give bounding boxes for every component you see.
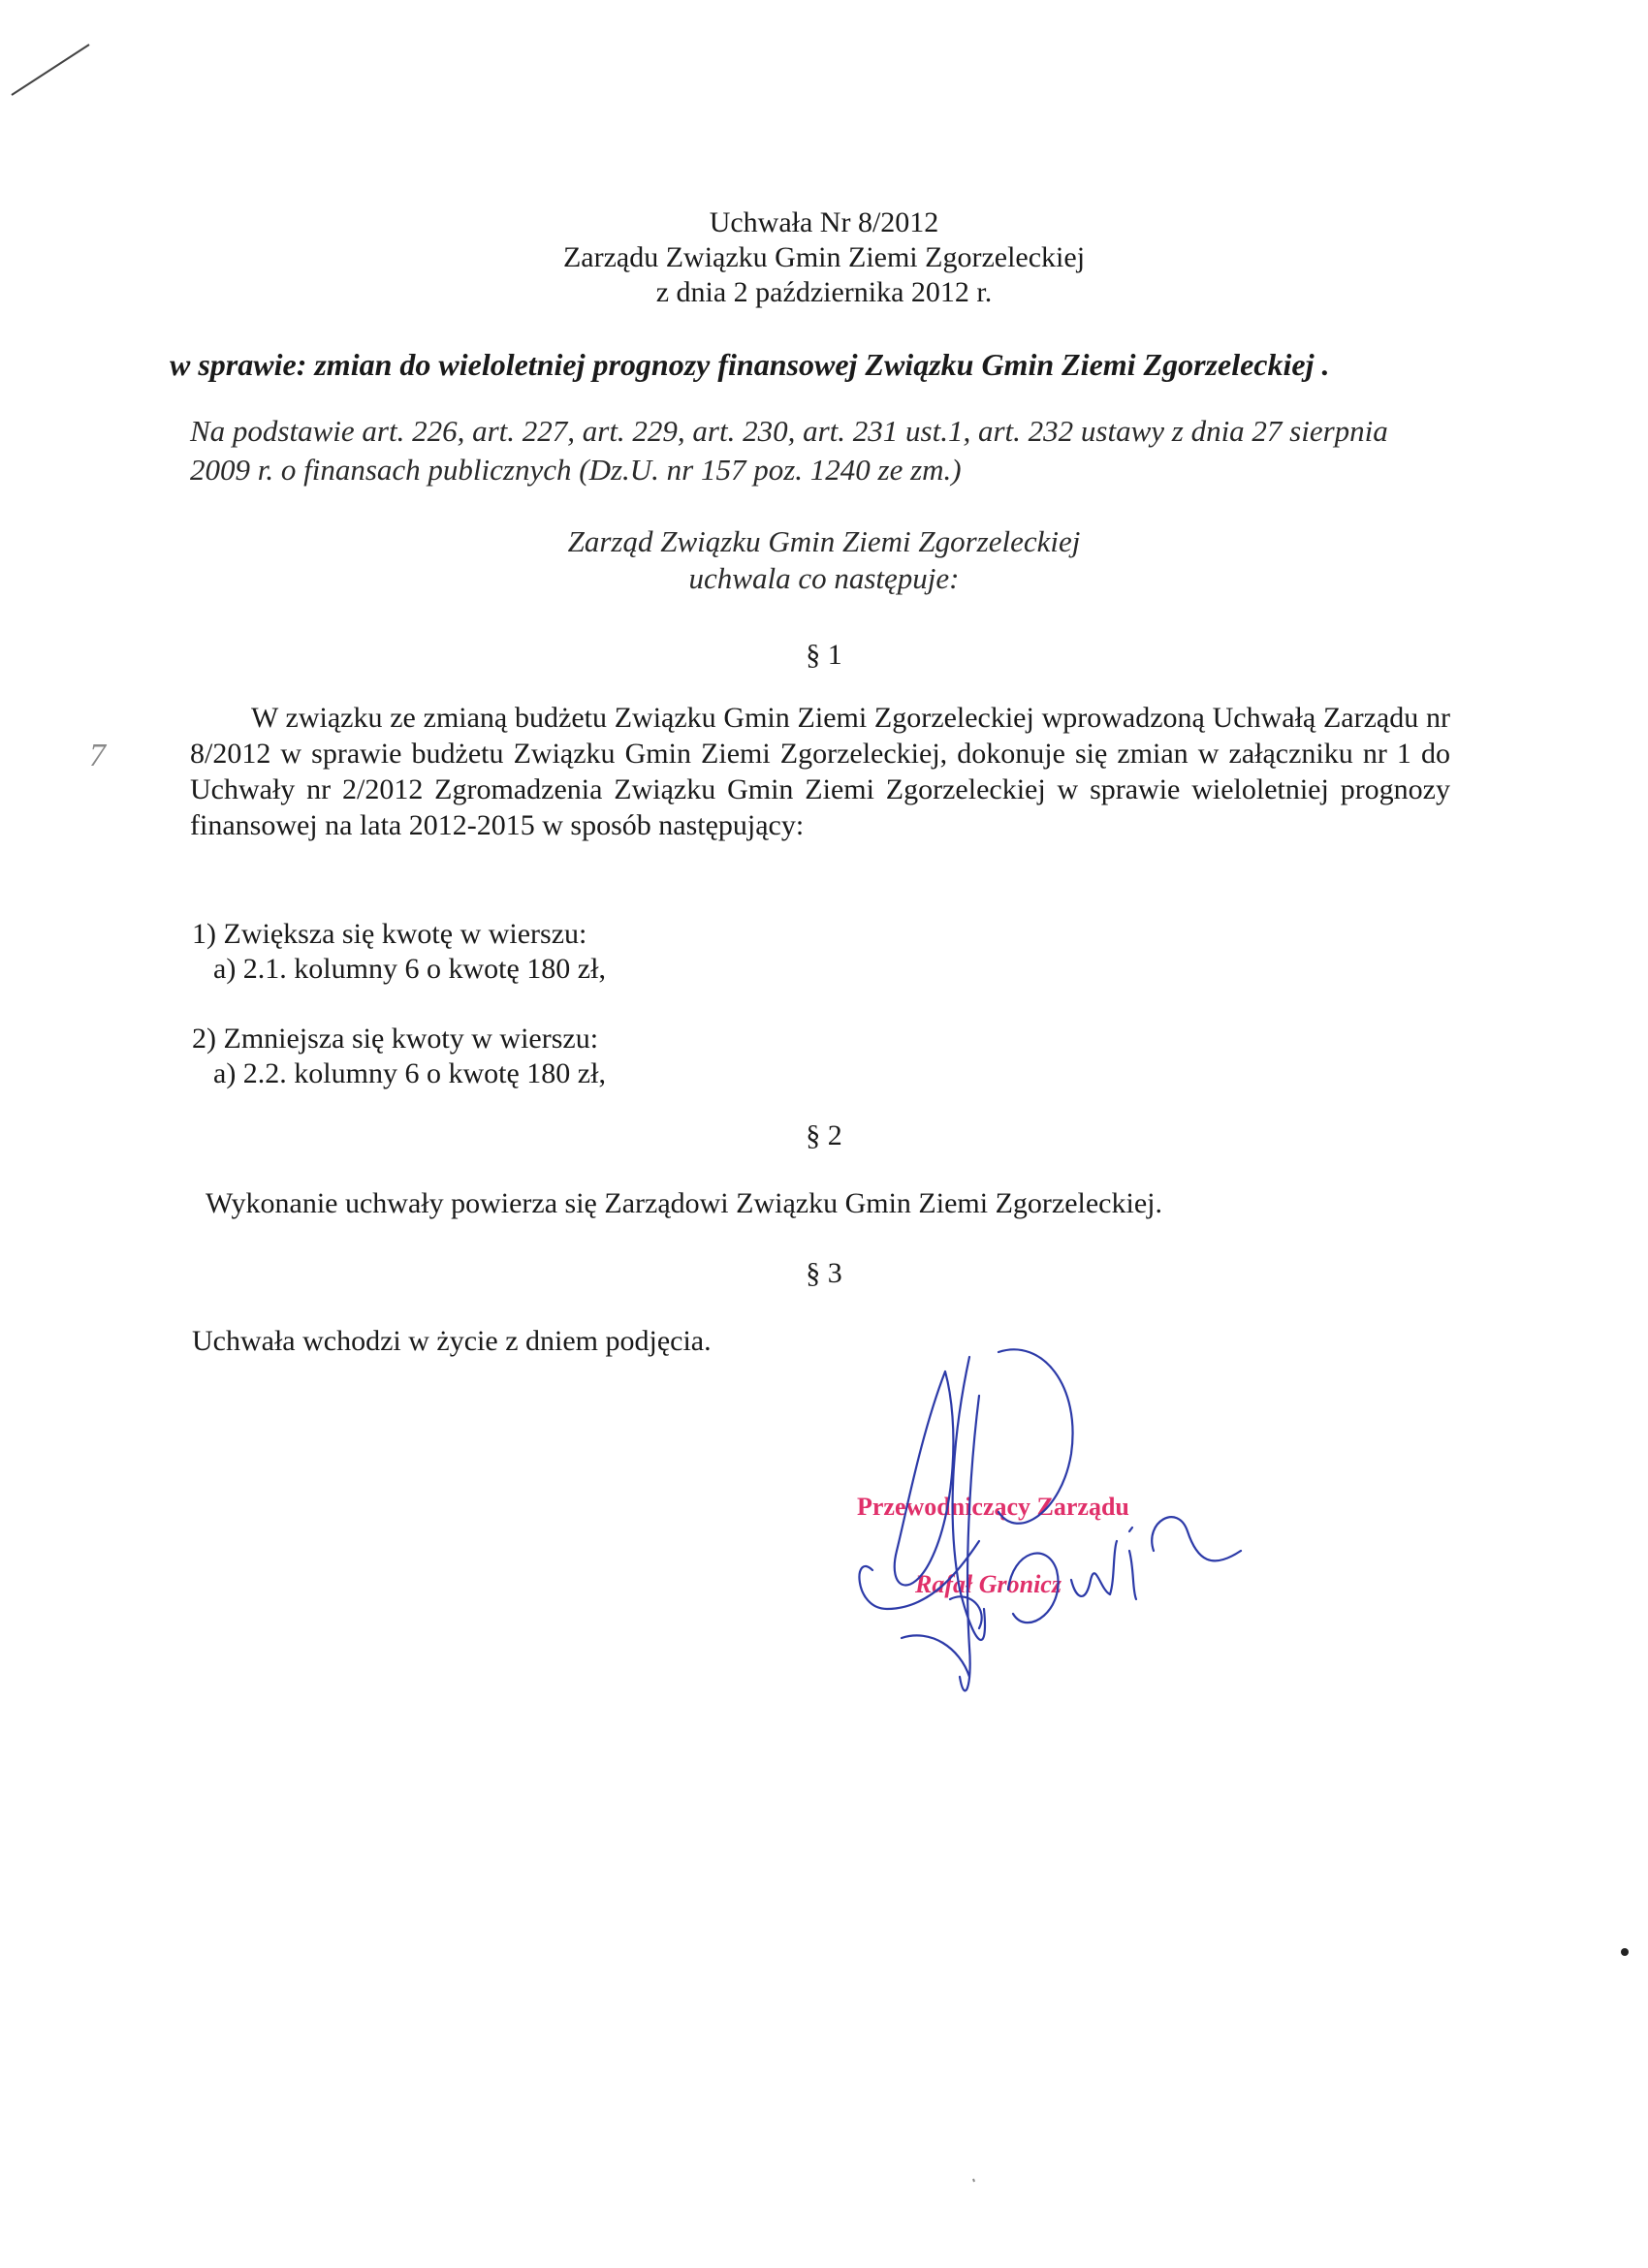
change-item-1: 1) Zwiększa się kwotę w wierszu: xyxy=(192,918,587,950)
section-2-text: Wykonanie uchwały powierza się Zarządowi Związku Gmin Ziemi Zgorzeleckiej. xyxy=(206,1187,1162,1219)
resolution-number: Uchwała Nr 8/2012 xyxy=(709,206,939,238)
section-3-text: Uchwała wchodzi w życie z dniem podjęcia. xyxy=(192,1325,712,1357)
board-resolves: uchwala co następuje: xyxy=(688,561,960,595)
section-2-heading: § 2 xyxy=(806,1119,842,1151)
section-1-text: W związku ze zmianą budżetu Związku Gmin Ziemi Zgorzeleckiej wprowadzoną Uchwałą Zarządu nr 8/2012 w sprawie budżetu Związku Gmin Ziemi Zgorzeleckiej, dokonuje się zmian w załączniku nr 1 do Uchwały nr 2/2012 Zgromadzenia Związku Gmin Ziemi Zgorzeleckiej w sprawie wieloletniej prognozy finansowej na lata 2012-2015 w sposób następujący: xyxy=(190,702,1450,841)
change-item-2: 2) Zmniejsza się kwoty w wierszu: xyxy=(192,1023,599,1055)
board-name: Zarząd Związku Gmin Ziemi Zgorzeleckiej xyxy=(567,524,1081,558)
stamp-title: Przewodniczący Zarządu xyxy=(857,1493,1129,1521)
stamp-name: Rafał Gronicz xyxy=(915,1570,1062,1598)
change-item-1a: a) 2.1. kolumny 6 o kwotę 180 zł, xyxy=(213,953,606,985)
change-item-2a: a) 2.2. kolumny 6 o kwotę 180 zł, xyxy=(213,1057,606,1089)
section-3-heading: § 3 xyxy=(806,1257,842,1289)
resolution-subject: w sprawie: zmian do wieloletniej prognozy finansowej Związku Gmin Ziemi Zgorzeleckiej . xyxy=(170,347,1330,382)
resolution-date: z dnia 2 października 2012 r. xyxy=(655,276,993,308)
section-1-heading: § 1 xyxy=(806,639,842,671)
margin-note: 7 xyxy=(89,738,106,773)
issuing-body: Zarządu Związku Gmin Ziemi Zgorzeleckiej xyxy=(562,241,1086,273)
legal-basis: Na podstawie art. 226, art. 227, art. 229, art. 230, art. 231 ust.1, art. 232 ustawy z dnia 27 sierpnia 2009 r. o finansach publicznych (Dz.U. nr 157 poz. 1240 ze zm.) xyxy=(190,414,1388,487)
